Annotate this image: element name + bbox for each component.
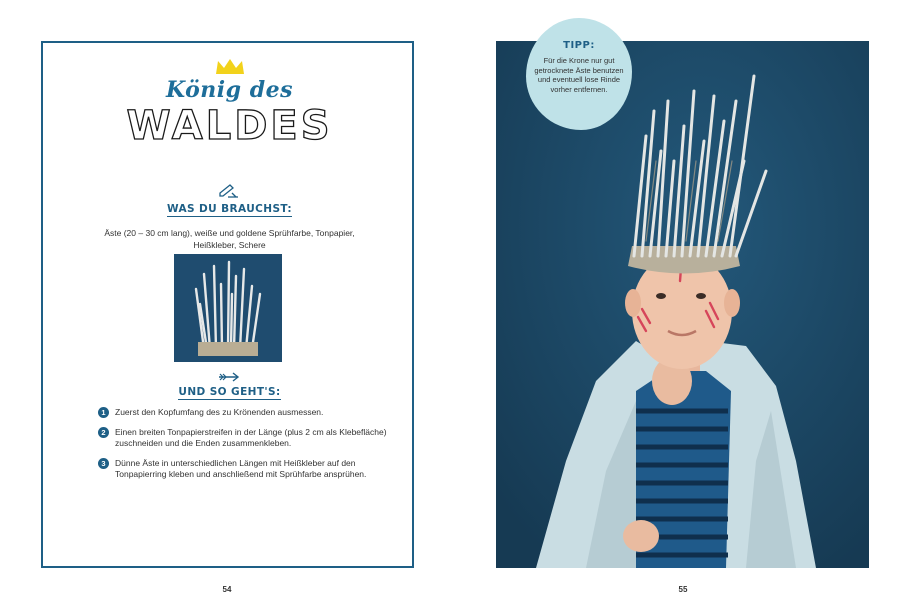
step-number: 1 bbox=[98, 407, 109, 418]
step-number: 2 bbox=[98, 427, 109, 438]
step-item bbox=[98, 407, 388, 418]
page-title: WALDES bbox=[126, 103, 333, 149]
steps-list bbox=[98, 407, 388, 489]
step-number: 3 bbox=[98, 458, 109, 469]
crown-photo bbox=[174, 254, 282, 362]
pencil-icon bbox=[219, 184, 239, 198]
step-text: Dünne Äste in unterschiedlichen Längen mit Heißkleber auf den Tonpapierring kleben und anschließend mit Sprühfarbe ansprühen. bbox=[115, 458, 367, 479]
arrow-icon bbox=[218, 372, 240, 382]
step-item bbox=[98, 427, 388, 449]
title-script: König des bbox=[166, 77, 293, 103]
step-text: Zuerst den Kopfumfang des zu Krönenden ausmessen. bbox=[115, 407, 324, 417]
steps-heading: UND SO GEHT'S: bbox=[178, 386, 281, 398]
step-text: Einen breiten Tonpapierstreifen in der Länge (plus 2 cm als Klebefläche) zuschneiden und die Enden zusammenkleben. bbox=[115, 427, 387, 448]
step-item bbox=[98, 458, 388, 480]
page-number-right: 55 bbox=[678, 585, 688, 594]
tip-bubble bbox=[526, 18, 632, 130]
left-page-frame bbox=[41, 41, 414, 568]
tip-title: TIPP: bbox=[563, 40, 595, 51]
page-number-left: 54 bbox=[222, 585, 232, 594]
materials-text: Äste (20 – 30 cm lang), weiße und goldene Sprühfarbe, Tonpapier, Heißkleber, Schere bbox=[104, 228, 355, 250]
tip-text: Für die Krone nur gut getrocknete Äste benutzen und eventuell lose Rinde vorher entfernen. bbox=[534, 56, 624, 94]
crown-icon bbox=[214, 57, 246, 77]
materials-heading: WAS DU BRAUCHST: bbox=[166, 203, 292, 215]
